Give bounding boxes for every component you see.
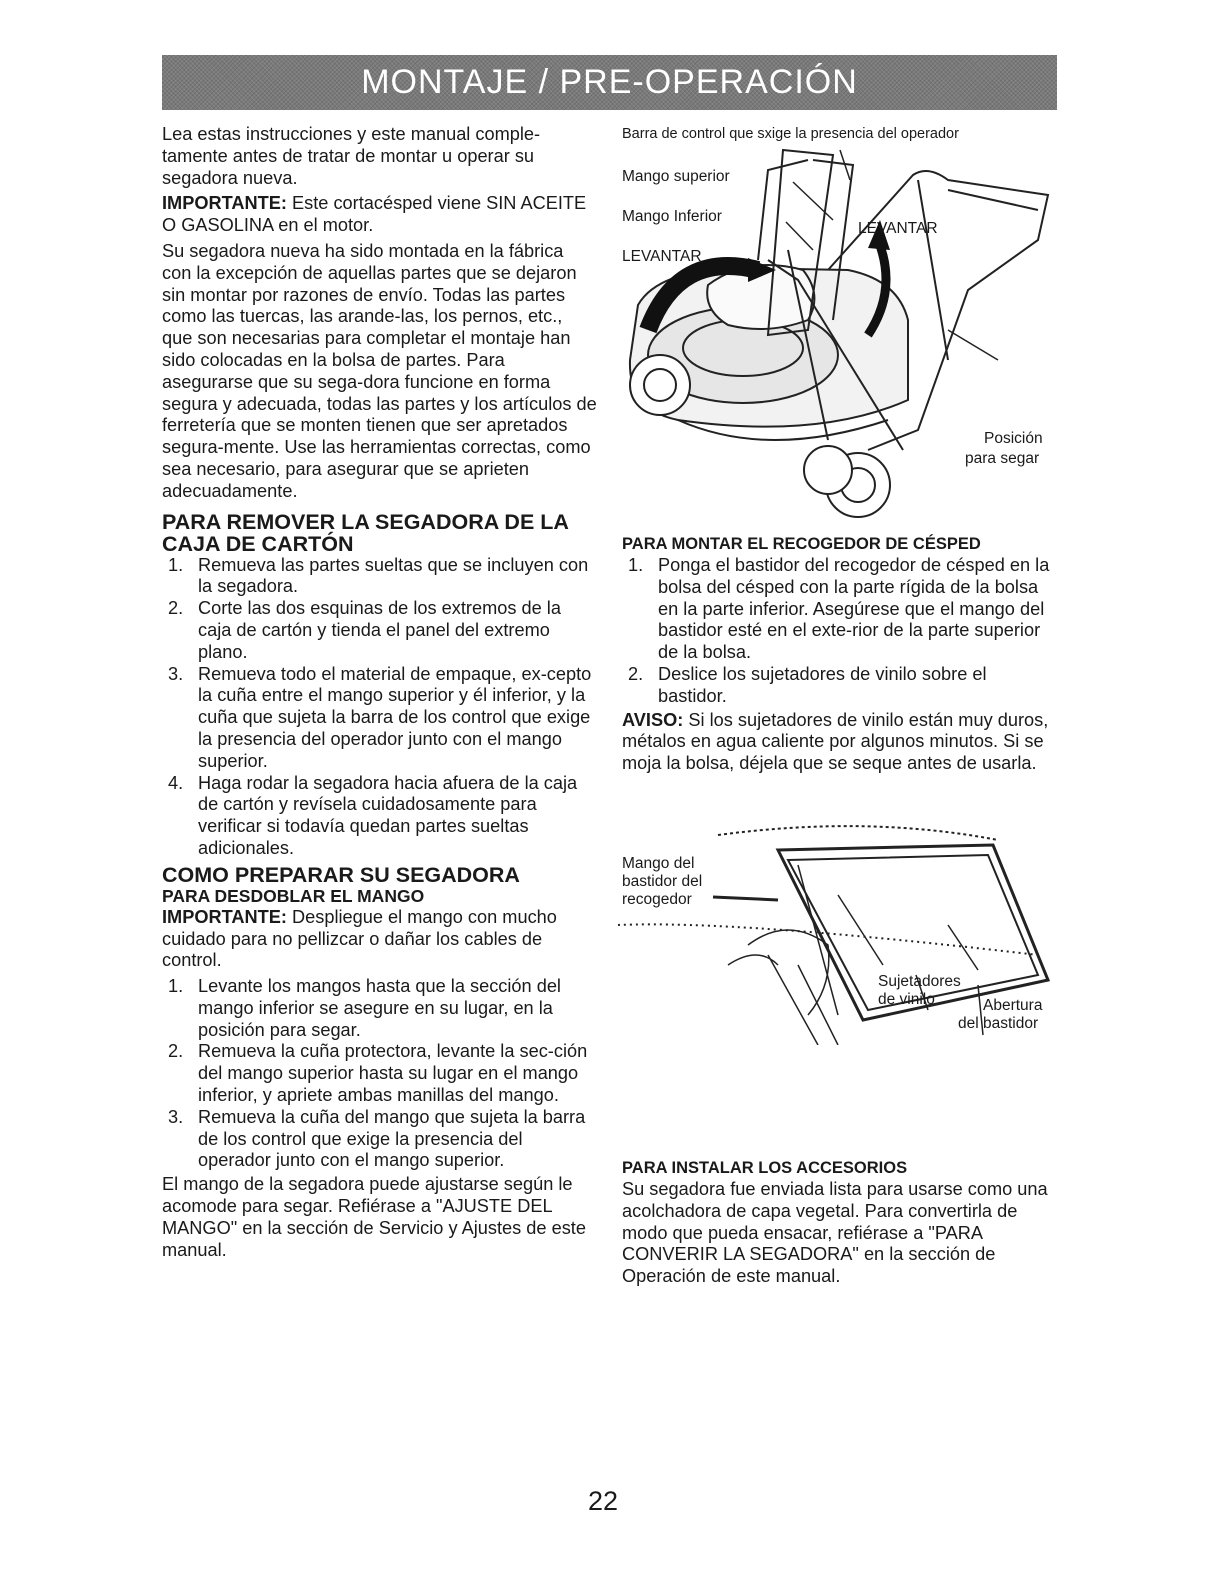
mower-handle-figure xyxy=(618,120,1058,520)
label-operator-bar: Barra de control que sxige la presencia del operador xyxy=(622,126,959,142)
intro-paragraph: Lea estas instrucciones y este manual comple-tamente antes de tratar de montar u operar su segadora nueva. xyxy=(162,124,541,188)
label-lift-left: LEVANTAR xyxy=(622,248,702,265)
remove-steps-list xyxy=(162,555,597,860)
label-mowing-position-1: Posición xyxy=(984,430,1043,447)
label-upper-handle: Mango superior xyxy=(622,168,730,185)
section-banner xyxy=(162,55,1057,110)
list-item: 2. Remueva la cuña protectora, levante la sec-ción del mango superior hasta su lugar en el mango inferior, y apriete ambas manillas del mango. xyxy=(168,1041,588,1106)
assembly-paragraph: Su segadora nueva ha sido montada en la fábrica con la excepción de aquellas partes que se dejaron sin montar por razones de envío. Todas las partes como las tuercas, las arande-las, los pernos, etc., que son necesarias para completar el montaje han sido colocadas en la bolsa de partes. Para asegurarse que su sega-dora funcione en forma segura y adecuada, todas las partes y los artículos de ferretería que se monten tienen que ser apretados segura-mente. Use las herramientas correctas, como sea necesario, para asegurar que se aprieten adecuadamente. xyxy=(162,240,597,501)
label-vinyl-clips-2: de vinilo xyxy=(878,991,935,1008)
label-mowing-position-2: para segar xyxy=(965,450,1040,467)
section-title: MONTAJE / PRE-OPERACIÓN xyxy=(361,63,858,101)
grass-catcher-figure xyxy=(618,815,1058,1045)
heading-prepare-mower: COMO PREPARAR SU SEGADORA xyxy=(162,862,520,887)
list-item: 2. Deslice los sujetadores de vinilo sobre el bastidor. xyxy=(628,663,987,706)
heading-install-accessories: PARA INSTALAR LOS ACCESORIOS xyxy=(622,1159,908,1177)
heading-mount-catcher: PARA MONTAR EL RECOGEDOR DE CÉSPED xyxy=(622,535,981,553)
right-column xyxy=(622,534,1054,779)
left-column xyxy=(162,124,597,1265)
list-item: 3. Remueva la cuña del mango que sujeta la barra de los control que exige la presencia del operador junto con el mango superior. xyxy=(168,1106,586,1171)
unfold-steps-list xyxy=(162,976,597,1172)
heading-unfold-handle: PARA DESDOBLAR EL MANGO xyxy=(162,885,425,906)
label-catcher-handle-3: recogedor xyxy=(622,891,692,908)
heading-remove-mower: PARA REMOVER LA SEGADORA DE LA CAJA DE CARTÓN xyxy=(162,509,569,556)
closing-paragraph: El mango de la segadora puede ajustarse según le acomode para segar. Refiérase a "AJUSTE DEL MANGO" en la sección de Servicio y Ajustes de este manual. xyxy=(162,1174,586,1260)
accessories-paragraph: Su segadora fue enviada lista para usarse como una acolchadora de capa vegetal. Para convertirla de modo que pueda ensacar, refiérase a "PARA CONVERIR LA SEGADORA" en la sección de Operación de este manual. xyxy=(622,1179,1048,1287)
label-catcher-handle-1: Mango del xyxy=(622,855,695,872)
list-item: 2. Corte las dos esquinas de los extremos de la caja de cartón y tienda el panel del extremo plano. xyxy=(168,598,561,662)
label-frame-opening-2: del bastidor xyxy=(958,1015,1039,1032)
label-catcher-handle-2: bastidor del xyxy=(622,873,703,890)
list-item: 3. Remueva todo el material de empaque, ex-cepto la cuña entre el mango superior y él inferior, y la cuña que sujeta la barra de los control que exige la presencia del operador junto con el mango superior. xyxy=(168,663,592,771)
label-lower-handle: Mango Inferior xyxy=(622,208,722,225)
notice-paragraph: AVISO: Si los sujetadores de vinilo están muy duros, métalos en agua caliente por algunos minutos. Si se moja la bolsa, déjela que se seque antes de usarla. xyxy=(622,709,1049,774)
label-frame-opening-1: Abertura xyxy=(983,997,1043,1014)
page-number: 22 xyxy=(588,1486,619,1516)
list-item: 4. Haga rodar la segadora hacia afuera de la caja de cartón y revísela cuidadosamente para verificar si todavía quedan partes sueltas adicionales. xyxy=(168,772,578,858)
list-item: 1. Levante los mangos hasta que la sección del mango inferior se asegure en su lugar, en la posición para segar. xyxy=(168,976,561,1040)
important-note-cables: IMPORTANTE: Despliegue el mango con mucho cuidado para no pellizcar o dañar los cables de control. xyxy=(162,906,557,971)
list-item: 1. Remueva las partes sueltas que se incluyen con la segadora. xyxy=(168,554,589,597)
important-note-fuel: IMPORTANTE: Este cortacésped viene SIN ACEITE O GASOLINA en el motor. xyxy=(162,193,587,236)
label-vinyl-clips-1: Sujetadores xyxy=(878,973,961,990)
accessories-section xyxy=(622,1158,1054,1292)
catcher-steps-list xyxy=(622,555,1054,708)
label-lift-right: LEVANTAR xyxy=(858,220,938,237)
list-item: 1. Ponga el bastidor del recogedor de césped en la bolsa del césped con la parte rígida de la bolsa en la parte inferior. Asegúrese que el mango del bastidor esté en el exte-rior de la parte superior de la bolsa. xyxy=(628,555,1050,663)
